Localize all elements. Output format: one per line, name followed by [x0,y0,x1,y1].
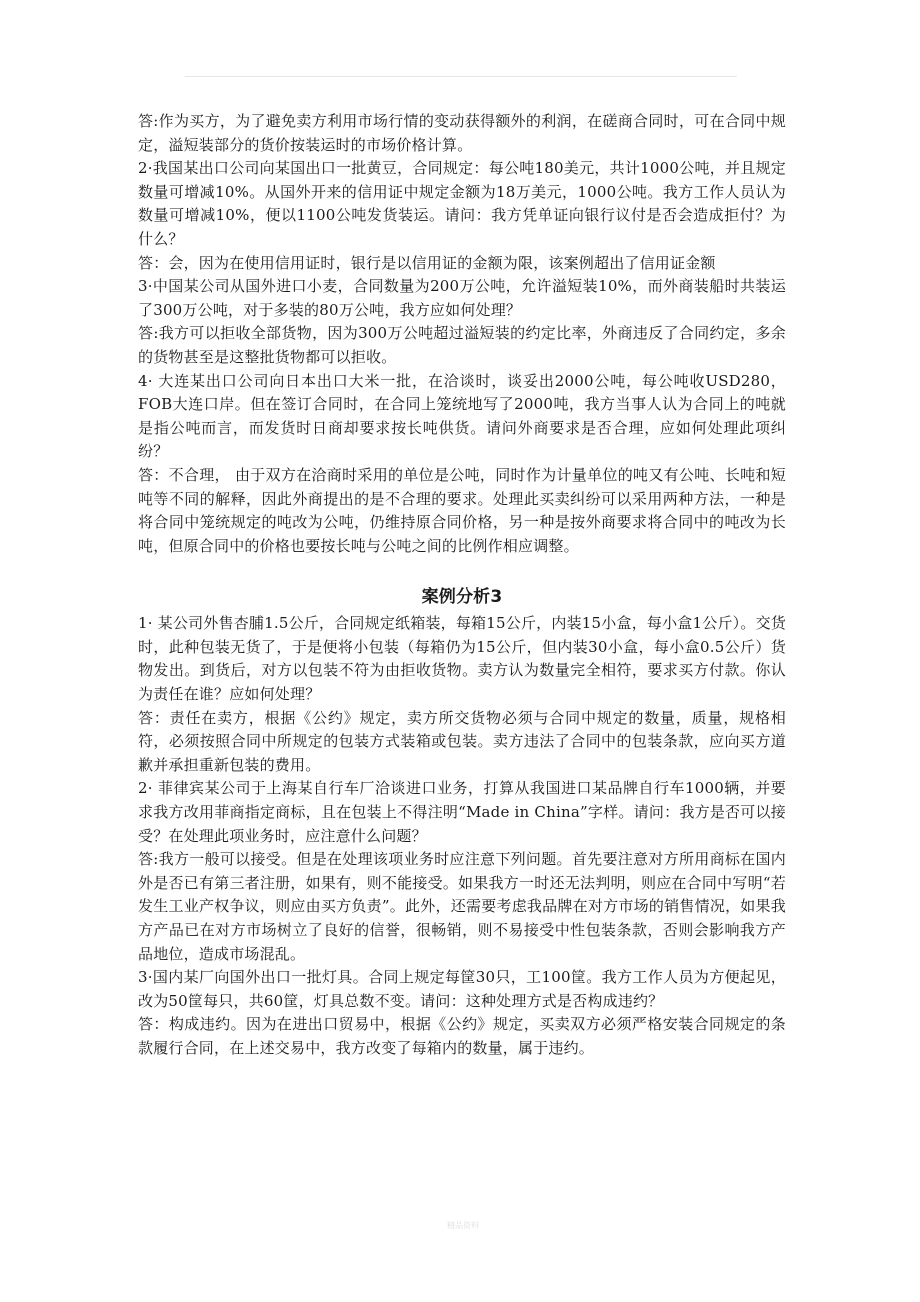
header-rule [185,76,737,77]
answer-paragraph: 答：责任在卖方，根据《公约》规定，卖方所交货物必须与合同中规定的数量，质量，规格相符，必须按照合同中所规定的包装方式装箱或包装。卖方违法了合同中的包装条款，应向买方道歉并承担重新包装的费用。 [138,708,786,774]
question-paragraph: 1· 某公司外售杏脯1.5公斤，合同规定纸箱装，每箱15公斤，内装15小盒，每小盒1公斤）。交货时，此种包装无货了，于是便将小包装（每箱仍为15公斤，但内装30小盒，每小盒0.5公斤）货物发出。到货后，对方以包装不符为由拒收货物。卖方认为数量完全相符，要求买方付款。你认为责任在谁？应如何处理？ [138,614,786,704]
question-paragraph: 3·中国某公司从国外进口小麦，合同数量为200万公吨，允许溢短装10%，而外商装船时共装运了300万公吨，对于多装的80万公吨，我方应如何处理？ [138,277,786,319]
answer-paragraph: 答:我方可以拒收全部货物，因为300万公吨超过溢短装的约定比率，外商违反了合同约定，多余的货物甚至是这整批货物都可以拒收。 [138,324,786,366]
question-paragraph: 4· 大连某出口公司向日本出口大米一批，在洽谈时，谈妥出2000公吨，每公吨收USD280，FOB大连口岸。但在签订合同时，在合同上笼统地写了2000吨，我方当事人认为合同上的吨就是指公吨而言，而发货时日商却要求按长吨供货。请问外商要求是否合理，应如何处理此项纠纷？ [138,371,786,461]
answer-paragraph: 答:我方一般可以接受。但是在处理该项业务时应注意下列问题。首先要注意对方所用商标在国内外是否已有第三者注册，如果有，则不能接受。如果我方一时还无法判明，则应在合同中写明“若发生工业产权争议，则应由买方负责”。此外，还需要考虑我品牌在对方市场的销售情况，如果我方产品已在对方市场树立了良好的信誉，很畅销，则不易接受中性包装条款，否则会影响我方产品地位，造成市场混乱。 [138,850,786,963]
question-paragraph: 2· 菲律宾某公司于上海某自行车厂洽谈进口业务，打算从我国进口某品牌自行车1000辆，并要求我方改用菲商指定商标，且在包装上不得注明“Made in China”字样。请问：我方是否可以接受？在处理此项业务时，应注意什么问题？ [138,779,786,845]
section-title: 案例分析3 [421,587,503,608]
answer-paragraph: 答：会，因为在使用信用证时，银行是以信用证的金额为限，该案例超出了信用证金额 [138,253,716,272]
footer-watermark: 精品资料 [447,1221,479,1230]
answer-paragraph: 答：构成违约。因为在进出口贸易中，根据《公约》规定，买卖双方必须严格安装合同规定的条款履行合同，在上述交易中，我方改变了每箱内的数量，属于违约。 [138,1015,786,1057]
document-body [138,110,786,1061]
answer-paragraph: 答:作为买方，为了避免卖方利用市场行情的变动获得额外的利润，在磋商合同时，可在合同中规定，溢短装部分的货价按装运时的市场价格计算。 [138,112,786,154]
question-paragraph: 3·国内某厂向国外出口一批灯具。合同上规定每筐30只，工100筐。我方工作人员为方便起见，改为50筐每只，共60筐，灯具总数不变。请问：这种处理方式是否构成违约？ [138,968,786,1010]
question-paragraph: 2·我国某出口公司向某国出口一批黄豆，合同规定：每公吨180美元，共计1000公吨，并且规定数量可增减10%。从国外开来的信用证中规定金额为18万美元，1000公吨。我方工作人员认为数量可增减10%，便以1100公吨发货装运。请问：我方凭单证向银行议付是否会造成拒付？为什么？ [138,159,786,248]
answer-paragraph: 答：不合理， 由于双方在洽商时采用的单位是公吨，同时作为计量单位的吨又有公吨、长吨和短吨等不同的解释，因此外商提出的是不合理的要求。处理此买卖纠纷可以采用两种方法，一种是将合同中笼统规定的吨改为公吨，仍维持原合同价格，另一种是按外商要求将合同中的吨改为长吨，但原合同中的价格也要按长吨与公吨之间的比例作相应调整。 [138,465,786,555]
